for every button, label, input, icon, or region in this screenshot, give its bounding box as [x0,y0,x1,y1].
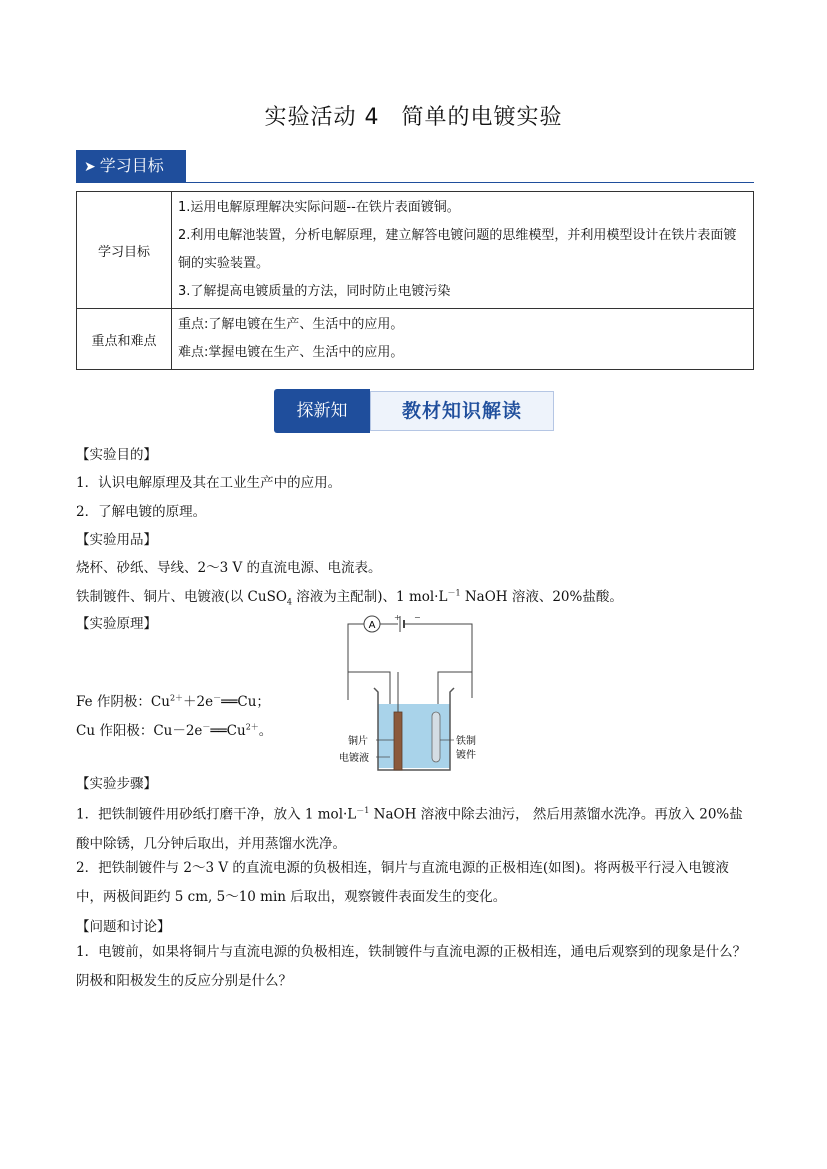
superscript: －1 [356,806,370,815]
eq-text: ＋2e [183,694,214,710]
principle-heading: 【实验原理】 [76,616,157,632]
step-1 [76,796,754,859]
objective-item: 1.运用电解原理解决实际问题--在铁片表面镀铜。 [178,200,460,215]
copper-plate [394,712,402,770]
label-electrolyte: 电镀液 [339,753,369,764]
eq-text: Cu 作阳极：Cu－2e [76,723,203,739]
keypoint-item: 重点:了解电镀在生产、生活中的应用。 [178,317,404,332]
purpose-item: 1．认识电解原理及其在工业生产中的应用。 [76,475,342,491]
page-title [0,100,827,131]
row-label-objectives: 学习目标 [77,192,172,309]
purpose-heading: 【实验目的】 [76,447,157,463]
banner-right-label: 教材知识解读 [370,391,554,431]
eq-text: Fe 作阴极：Cu [76,694,170,710]
cathode-equation [76,690,270,710]
title-activity: 实验活动 4 [264,105,380,130]
label-iron-item-2: 镀件 [456,750,476,761]
row-label-keypoints: 重点和难点 [77,309,172,370]
eq-text: ══Cu [210,723,246,739]
section-banner [274,389,554,433]
materials-text: 铁制镀件、铜片、电镀液(以 CuSO [76,589,287,605]
arrow-right-icon: ➤ [84,159,96,175]
banner-left-label: 探新知 [274,389,370,433]
objective-item: 2.利用电解池装置，分析电解原理，建立解答电镀问题的思维模型，并利用模型设计在铁片表面镀铜的实验装置。 [178,228,737,271]
subscript: 4 [286,597,292,607]
title-topic: 简单的电镀实验 [401,105,563,130]
superscript: － [202,722,211,732]
label-iron-item-1: 铁制 [456,736,476,747]
purpose-item: 2．了解电镀的原理。 [76,504,207,520]
battery-minus: − [414,613,421,622]
superscript: － [213,693,222,703]
iron-item [432,712,440,762]
materials-line1: 烧杯、砂纸、导线、2～3 V 的直流电源、电流表。 [76,560,382,576]
superscript: 2＋ [245,722,259,732]
keypoint-item: 难点:掌握电镀在生产、生活中的应用。 [178,345,404,360]
anode-equation [76,719,272,739]
materials-heading: 【实验用品】 [76,532,157,548]
row-content-objectives [172,192,754,309]
electroplating-diagram [330,612,490,772]
table-row [77,192,754,309]
discussion-question-1: 1．电镀前，如果将铜片与直流电源的负极相连，铁制镀件与直流电源的正极相连，通电后观察到的现象是什么？阴极和阳极发生的反应分别是什么？ [76,944,747,989]
objectives-table [76,191,754,370]
battery-plus: + [394,613,401,622]
step-text: NaOH 溶液中除去油污， 然后用蒸馏水洗净。再放入 20%盐酸中除锈，几分钟后取出，并用蒸馏水洗净。 [76,806,743,852]
eq-text: 。 [258,723,273,739]
ammeter-label: A [368,620,376,631]
label-copper-plate: 铜片 [348,736,368,747]
superscript: 2＋ [169,693,184,703]
step-2: 2．把铁制镀件与 2～3 V 的直流电源的负极相连，铜片与直流电源的正极相连(如图)。将两极平行浸入电镀液中，两极间距约 5 cm, 5～10 min 后取出，观察镀件表面发生的变化。 [76,860,729,905]
materials-text: 溶液为主配制)、1 mol·L [292,589,448,605]
section-tag-objectives [76,150,186,182]
eq-text: ══Cu； [221,694,270,710]
discussion-heading: 【问题和讨论】 [76,919,171,935]
superscript: －1 [447,588,461,598]
table-row [77,309,754,370]
section-tag-label: 学习目标 [99,156,164,175]
steps-heading: 【实验步骤】 [76,776,157,792]
circuit-wire [348,624,472,698]
materials-text: NaOH 溶液、20%盐酸。 [460,589,623,605]
row-content-keypoints [172,309,754,370]
section-divider [76,182,754,183]
step-text: 1．把铁制镀件用砂纸打磨干净，放入 1 mol·L [76,806,357,823]
materials-line2 [76,585,623,607]
objective-item: 3.了解提高电镀质量的方法，同时防止电镀污染 [178,284,451,299]
